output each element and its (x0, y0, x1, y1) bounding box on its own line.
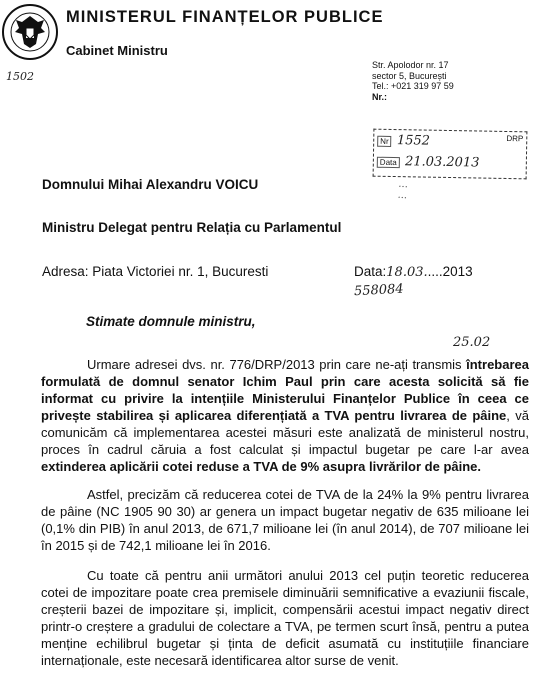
stamp-scribble-line-1: ... (398, 178, 409, 191)
handwritten-registration-number: 558084 (353, 281, 404, 300)
stamp-data-label: Data (377, 157, 400, 168)
handwritten-note: 25.02 (453, 335, 491, 350)
date-label: Data: (354, 264, 387, 279)
sender-phone: Tel.: +021 319 97 59 (372, 81, 454, 91)
stamp-registry-mark: DRP (506, 133, 524, 144)
salutation: Stimate domnule ministru, (86, 314, 256, 329)
handwritten-margin-note: 1502 (6, 70, 34, 83)
sender-nr-label: Nr.: (372, 91, 388, 102)
ministry-crest-icon (2, 2, 58, 62)
stamp-scribble-line-2: ... (397, 189, 408, 202)
p1-conclusion-bold: extinderea aplicării cotei reduse a TVA de 9% asupra livrărilor de pâine. (41, 459, 482, 474)
department-name: Cabinet Ministru (66, 43, 168, 58)
stamp-scribble (397, 179, 408, 202)
sender-sector: sector 5, București (372, 70, 447, 81)
body-paragraph-3: Cu toate că pentru anii următori anului 2013 cel puțin teoretic reducerea cotei de impozitare poate crea premisele diminuării semnificative a evaziunii fiscale, creșterii bazei de impozitare și, implicit, compensării acestui impact negativ direct printr-o creștere a gradului de colectare a TVA, pe termen scurt însă, pentru a putea menține echilibrul bugetar și ținta de deficit asumată cu instituțiile financiare internaționale, este necesară identificarea altor surse de venit. (41, 568, 529, 668)
body-paragraph-1 (41, 356, 529, 475)
body-paragraph-2: Astfel, precizăm că reducerea cotei de TVA de la 24% la 9% pentru livrarea de pâine (NC 1905 90 30) ar genera un impact bugetar negativ de 635 milioane lei (0,1% din PIB) în anul 2013, de 671,7 milioane lei (în anul 2014), de 707 milioane lei în 2015 și de 742,1 milioane lei în 2016. (41, 487, 529, 553)
date-dots: .... (427, 264, 443, 279)
stamp-nr-label: Nr (377, 136, 392, 147)
date-year: 2013 (442, 264, 473, 279)
stamp-nr-value: 1552 (396, 133, 431, 149)
p1-question-bold: întrebarea formulată de domnul senator Ichim Paul prin care acesta solicită să fie informat cu privire la intențiile Ministerului Finanțelor Publice în ceea ce privește stabilirea și aplicarea diferențiată a TVA pentru livrarea de pâine (41, 357, 529, 423)
ministry-name: MINISTERUL FINANȚELOR PUBLICE (66, 8, 384, 26)
registration-stamp (373, 129, 528, 180)
recipient-address: Adresa: Piata Victoriei nr. 1, Bucuresti (42, 264, 269, 279)
recipient-name: Domnului Mihai Alexandru VOICU (42, 177, 259, 192)
sender-address-block (372, 60, 454, 102)
sender-street: Str. Apolodor nr. 17 (372, 60, 449, 70)
letter-date (354, 264, 473, 280)
p1-intro: Urmare adresei dvs. nr. 776/DRP/2013 prin care ne-ați transmis (87, 357, 467, 372)
recipient-title: Ministru Delegat pentru Relația cu Parlamentul (42, 220, 342, 235)
stamp-data-value: 21.03.2013 (404, 154, 480, 171)
p1-middle: , vă comunicăm că implementarea acestei măsuri este analizată de ministerul nostru, proces în cadrul căruia a fost calculat și impactul bugetar pe care l-ar avea (41, 408, 529, 457)
date-handwritten: 18.03. (386, 265, 428, 280)
